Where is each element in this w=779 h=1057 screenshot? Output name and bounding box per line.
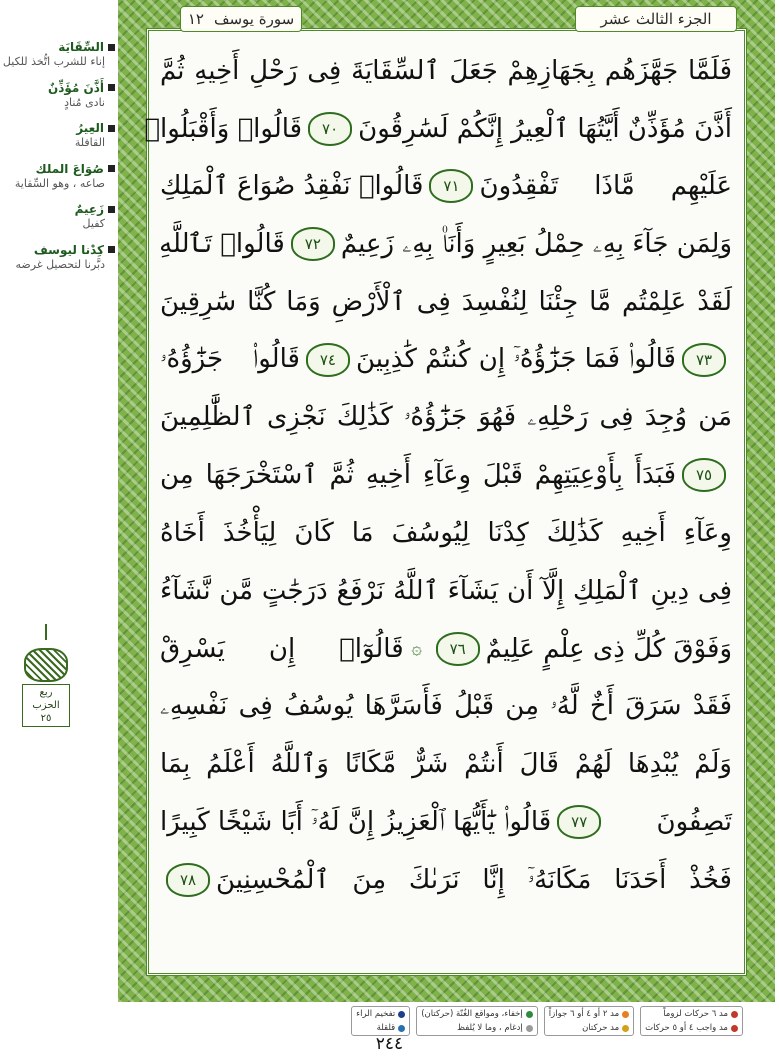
glossary-entry [0,121,115,152]
verse-text: وِعَآءِ أَخِيهِ كَذَٰلِكَ كِدْنَا لِيُوسُفَ مَا كَانَ لِيَأْخُذَ أَخَاهُ [160,518,732,549]
surah-header [180,6,302,32]
quran-line [160,389,732,447]
legend-item: قلقلة [356,1023,405,1033]
verse-text: لَقَدْ عَلِمْتُم مَّا جِئْنَا لِنُفْسِدَ فِى ٱلْأَرْضِ وَمَا كُنَّا سَٰرِقِينَ [160,287,732,318]
verse-text: قَالُوا۟ جَزَٰٓؤُهُۥ [160,344,300,375]
juz-header [575,6,737,32]
quran-line [160,273,732,331]
ayah-number-marker: ٧٨ [166,863,210,897]
ayah-number-marker: ٧٦ [436,632,480,666]
color-dot-icon [731,1025,738,1032]
ayah-number-marker: ٧٥ [682,458,726,492]
verse-text: فَبَدَأَ بِأَوْعِيَتِهِمْ قَبْلَ وِعَآءِ أَخِيهِ ثُمَّ ٱسْتَخْرَجَهَا مِن [160,460,676,491]
ayah-number-marker: ٧٠ [308,112,352,146]
verse-text: قَالُوا۟ نَفْقِدُ صُوَاعَ ٱلْمَلِكِ [160,171,424,202]
glossary-word: العِيرُ [0,121,115,135]
tajweed-legend [148,1006,743,1036]
verse-text: أَذَّنَ مُؤَذِّنٌ أَيَّتُهَا ٱلْعِيرُ إِنَّكُمْ لَسَٰرِقُونَ [358,113,732,144]
quran-line [160,678,732,736]
verse-text: فَلَمَّا جَهَّزَهُم بِجَهَازِهِمْ جَعَلَ ٱلسِّقَايَةَ فِى رَحْلِ أَخِيهِ ثُمَّ [160,55,732,86]
quran-line [160,504,732,562]
glossary-entry [0,40,115,71]
juz-title: الجزء الثالث عشر [600,10,712,28]
verse-text: وَلَمْ يُبْدِهَا لَهُمْ قَالَ أَنتُمْ شَرٌّ مَّكَانًا وَٱللَّهُ أَعْلَمُ بِمَا [160,749,732,780]
quran-line [160,851,732,909]
bullet-square-icon [108,44,115,51]
verse-text: فَقَدْ سَرَقَ أَخٌ لَّهُۥ مِن قَبْلُ فَأَسَرَّهَا يُوسُفُ فِى نَفْسِهِۦ [160,691,732,722]
rub-alhizb-marker [22,624,70,724]
glossary-meaning: إناء للشرب اتُّخذ للكيل [2,55,105,68]
ayah-number-marker: ٧٢ [291,227,335,261]
bullet-square-icon [108,246,115,253]
legend-item: مد حركتان [549,1023,629,1033]
quran-line [160,215,732,273]
color-dot-icon [526,1025,533,1032]
glossary-meaning: القافلة [74,136,105,149]
ayah-number-marker: ٧٧ [557,805,601,839]
quran-line [160,793,732,851]
verse-text: قَالُوا۟ وَأَقْبَلُوا۟ [144,113,303,144]
verse-text: وَلِمَن جَآءَ بِهِۦ حِمْلُ بَعِيرٍ وَأَنَا۠ بِهِۦ زَعِيمٌ [340,228,732,259]
ayah-number-marker: ٧٣ [682,343,726,377]
glossary-word: صُوَاعَ الملك [0,162,115,176]
page-number: ٢٤٤ [375,1034,404,1054]
color-dot-icon [622,1025,629,1032]
color-dot-icon [731,1011,738,1018]
legend-group [416,1006,538,1036]
glossary-word: أَذَّنَ مُؤَذِّنٌ [0,81,115,95]
legend-item: مد ٢ أو ٤ أو ٦ جوازاً [549,1009,629,1019]
rub-tip-icon [45,624,47,640]
legend-item: مد واجب ٤ أو ٥ حركات [645,1023,738,1033]
ayah-number-marker: ٧١ [429,169,473,203]
legend-item: تفخيم الراء [356,1009,405,1019]
quran-line [160,158,732,216]
glossary-entry [0,202,115,233]
bullet-square-icon [108,206,115,213]
color-dot-icon [398,1011,405,1018]
legend-group [544,1006,634,1036]
glossary-entry [0,81,115,112]
quran-line [160,42,732,100]
color-dot-icon [398,1025,405,1032]
verse-text: فِى دِينِ ٱلْمَلِكِ إِلَّآ أَن يَشَآءَ ٱللَّهُ نَرْفَعُ دَرَجَٰتٍ مَّن نَّشَآءُ [160,576,732,607]
glossary-meaning: نادى مُنادٍ [64,95,105,109]
ayah-number-marker: ٧٤ [306,343,350,377]
legend-item: إخفاء، ومواقع الغُنّة (حركتان) [421,1009,533,1019]
verse-text: عَلَيْهِم مَّاذَا تَفْقِدُونَ [479,171,732,202]
verse-text: مَن وُجِدَ فِى رَحْلِهِۦ فَهُوَ جَزَٰٓؤُهُۥ كَذَٰلِكَ نَجْزِى ٱلظَّٰلِمِينَ [160,402,732,433]
glossary-meaning: دبَّرنا لتحصيل غرضه [15,257,105,271]
glossary-word: زَعِيمٌ [0,202,115,216]
verse-text: قَالُوا۟ يَٰٓأَيُّهَا ٱلْعَزِيزُ إِنَّ لَهُۥٓ أَبًا شَيْخًا كَبِيرًا [160,806,552,837]
legend-group [640,1006,743,1036]
legend-group [351,1006,410,1036]
color-dot-icon [526,1011,533,1018]
glossary-word: كِدْنا ليوسف [0,243,115,257]
verse-text: فَخُذْ أَحَدَنَا مَكَانَهُۥٓ إِنَّا نَرَىٰكَ مِنَ ٱلْمُحْسِنِينَ [216,864,732,895]
bullet-square-icon [108,84,115,91]
quran-line [160,447,732,505]
glossary-word: السِّقَايَة [0,40,115,54]
bullet-square-icon [108,125,115,132]
verse-text: قَالُوا۟ فَمَا جَزَٰٓؤُهُۥٓ إِن كُنتُمْ كَٰذِبِينَ [355,344,676,375]
verse-text: قَالُوا۟ تَٱللَّهِ [159,229,285,260]
glossary-meaning: صاعه ، وهو السِّقاية [14,176,105,190]
quran-line [160,562,732,620]
glossary-meaning: كفيل [82,217,105,230]
verse-text: وَفَوْقَ كُلِّ ذِى عِلْمٍ عَلِيمٌ [485,633,732,664]
color-dot-icon [622,1011,629,1018]
quran-line [144,100,732,158]
glossary-sidebar [0,40,115,283]
surah-title: سورة يوسف [213,10,295,28]
legend-item: مد ٦ حركات لزوماً [645,1009,738,1019]
quran-line [160,331,732,389]
hizb-quarter-icon: ۞ [411,638,422,660]
quran-line [160,620,732,678]
rub-ornament-icon [24,648,68,682]
verse-text: تَصِفُونَ [656,807,732,838]
bullet-square-icon [108,165,115,172]
surah-number: ١٢ [187,10,204,28]
verse-text: قَالُوٓا۟ إِن يَسْرِقْ [160,633,404,664]
glossary-entry [0,162,115,193]
quran-text [144,42,732,967]
quran-line [160,736,732,794]
rub-label: ربع الحزب ٢٥ [22,684,70,727]
legend-item: إدغام ، وما لا يُلفظ [421,1023,533,1033]
glossary-entry [0,243,115,274]
